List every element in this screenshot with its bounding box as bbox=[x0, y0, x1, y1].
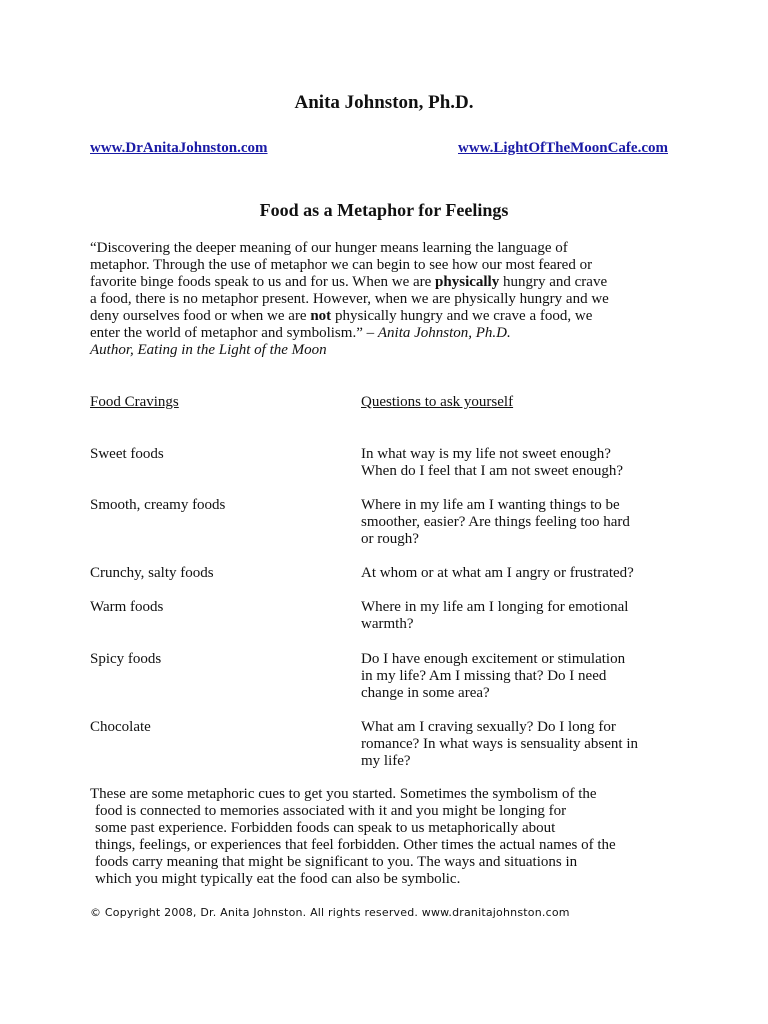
copyright-notice: © Copyright 2008, Dr. Anita Johnston. All rights reserved. www.dranitajohnston.com bbox=[90, 906, 570, 919]
question-line: my life? bbox=[361, 753, 411, 769]
closing-line: which you might typically eat the food can also be symbolic. bbox=[95, 871, 461, 887]
closing-line: food is connected to memories associated with it and you might be longing for bbox=[95, 803, 567, 819]
website-links bbox=[90, 140, 668, 157]
question-line: or rough? bbox=[361, 531, 419, 547]
quote-attribution: Anita Johnston, Ph.D. bbox=[377, 325, 511, 341]
quote-emphasis: physically bbox=[435, 274, 500, 290]
quote-emphasis: not bbox=[310, 308, 332, 324]
question-line: Where in my life am I wanting things to be bbox=[361, 497, 620, 513]
questions-chocolate bbox=[361, 719, 691, 770]
question-line: change in some area? bbox=[361, 685, 490, 701]
link-lightofthemooncafe[interactable]: www.LightOfTheMoonCafe.com bbox=[458, 140, 668, 156]
craving-smooth-creamy-foods: Smooth, creamy foods bbox=[90, 497, 226, 513]
question-line: When do I feel that I am not sweet enough? bbox=[361, 463, 623, 479]
craving-crunchy-salty-foods: Crunchy, salty foods bbox=[90, 565, 214, 581]
question-line: What am I craving sexually? Do I long for bbox=[361, 719, 616, 735]
quote-line: metaphor. Through the use of metaphor we can begin to see how our most feared or bbox=[90, 257, 593, 273]
quote-line: deny ourselves food or when we are bbox=[90, 308, 311, 324]
closing-line: These are some metaphoric cues to get you started. Sometimes the symbolism of the bbox=[90, 786, 597, 802]
quote-line: enter the world of metaphor and symbolism.” – bbox=[90, 325, 378, 341]
quote-line: hungry and crave bbox=[499, 274, 608, 290]
craving-sweet-foods: Sweet foods bbox=[90, 446, 164, 462]
header-food-cravings: Food Cravings bbox=[90, 394, 179, 410]
author-name: Anita Johnston, Ph.D. bbox=[294, 92, 474, 113]
questions-warm-foods bbox=[361, 599, 691, 633]
closing-line: some past experience. Forbidden foods can speak to us metaphorically about bbox=[95, 820, 556, 836]
link-dranitajohnston[interactable]: www.DrAnitaJohnston.com bbox=[90, 140, 268, 156]
question-line: in my life? Am I missing that? Do I need bbox=[361, 668, 607, 684]
questions-spicy-foods bbox=[361, 651, 691, 702]
question-line: At whom or at what am I angry or frustrated? bbox=[361, 565, 634, 581]
quote-line: a food, there is no metaphor present. However, when we are physically hungry and we bbox=[90, 291, 609, 307]
questions-sweet-foods bbox=[361, 446, 691, 480]
craving-warm-foods: Warm foods bbox=[90, 599, 164, 615]
header-questions: Questions to ask yourself bbox=[361, 394, 514, 410]
question-line: Where in my life am I longing for emotional bbox=[361, 599, 629, 615]
question-line: smoother, easier? Are things feeling too hard bbox=[361, 514, 630, 530]
questions-smooth-creamy-foods bbox=[361, 497, 691, 548]
craving-chocolate: Chocolate bbox=[90, 719, 151, 735]
craving-spicy-foods: Spicy foods bbox=[90, 651, 162, 667]
question-line: In what way is my life not sweet enough? bbox=[361, 446, 611, 462]
document-title: Food as a Metaphor for Feelings bbox=[259, 200, 509, 220]
quote-line: “Discovering the deeper meaning of our hunger means learning the language of bbox=[90, 240, 568, 256]
question-line: romance? In what ways is sensuality absent in bbox=[361, 736, 639, 752]
closing-line: foods carry meaning that might be significant to you. The ways and situations in bbox=[95, 854, 578, 870]
closing-paragraph bbox=[90, 786, 690, 888]
question-line: Do I have enough excitement or stimulation bbox=[361, 651, 626, 667]
questions-crunchy-salty-foods bbox=[361, 565, 691, 582]
intro-quote bbox=[90, 240, 690, 359]
closing-line: things, feelings, or experiences that feel forbidden. Other times the actual names of the bbox=[95, 837, 616, 853]
quote-line: physically hungry and we crave a food, we bbox=[331, 308, 593, 324]
author-credit: Author, Eating in the Light of the Moon bbox=[90, 342, 327, 358]
question-line: warmth? bbox=[361, 616, 414, 632]
quote-line: favorite binge foods speak to us and for us. When we are bbox=[90, 274, 436, 290]
